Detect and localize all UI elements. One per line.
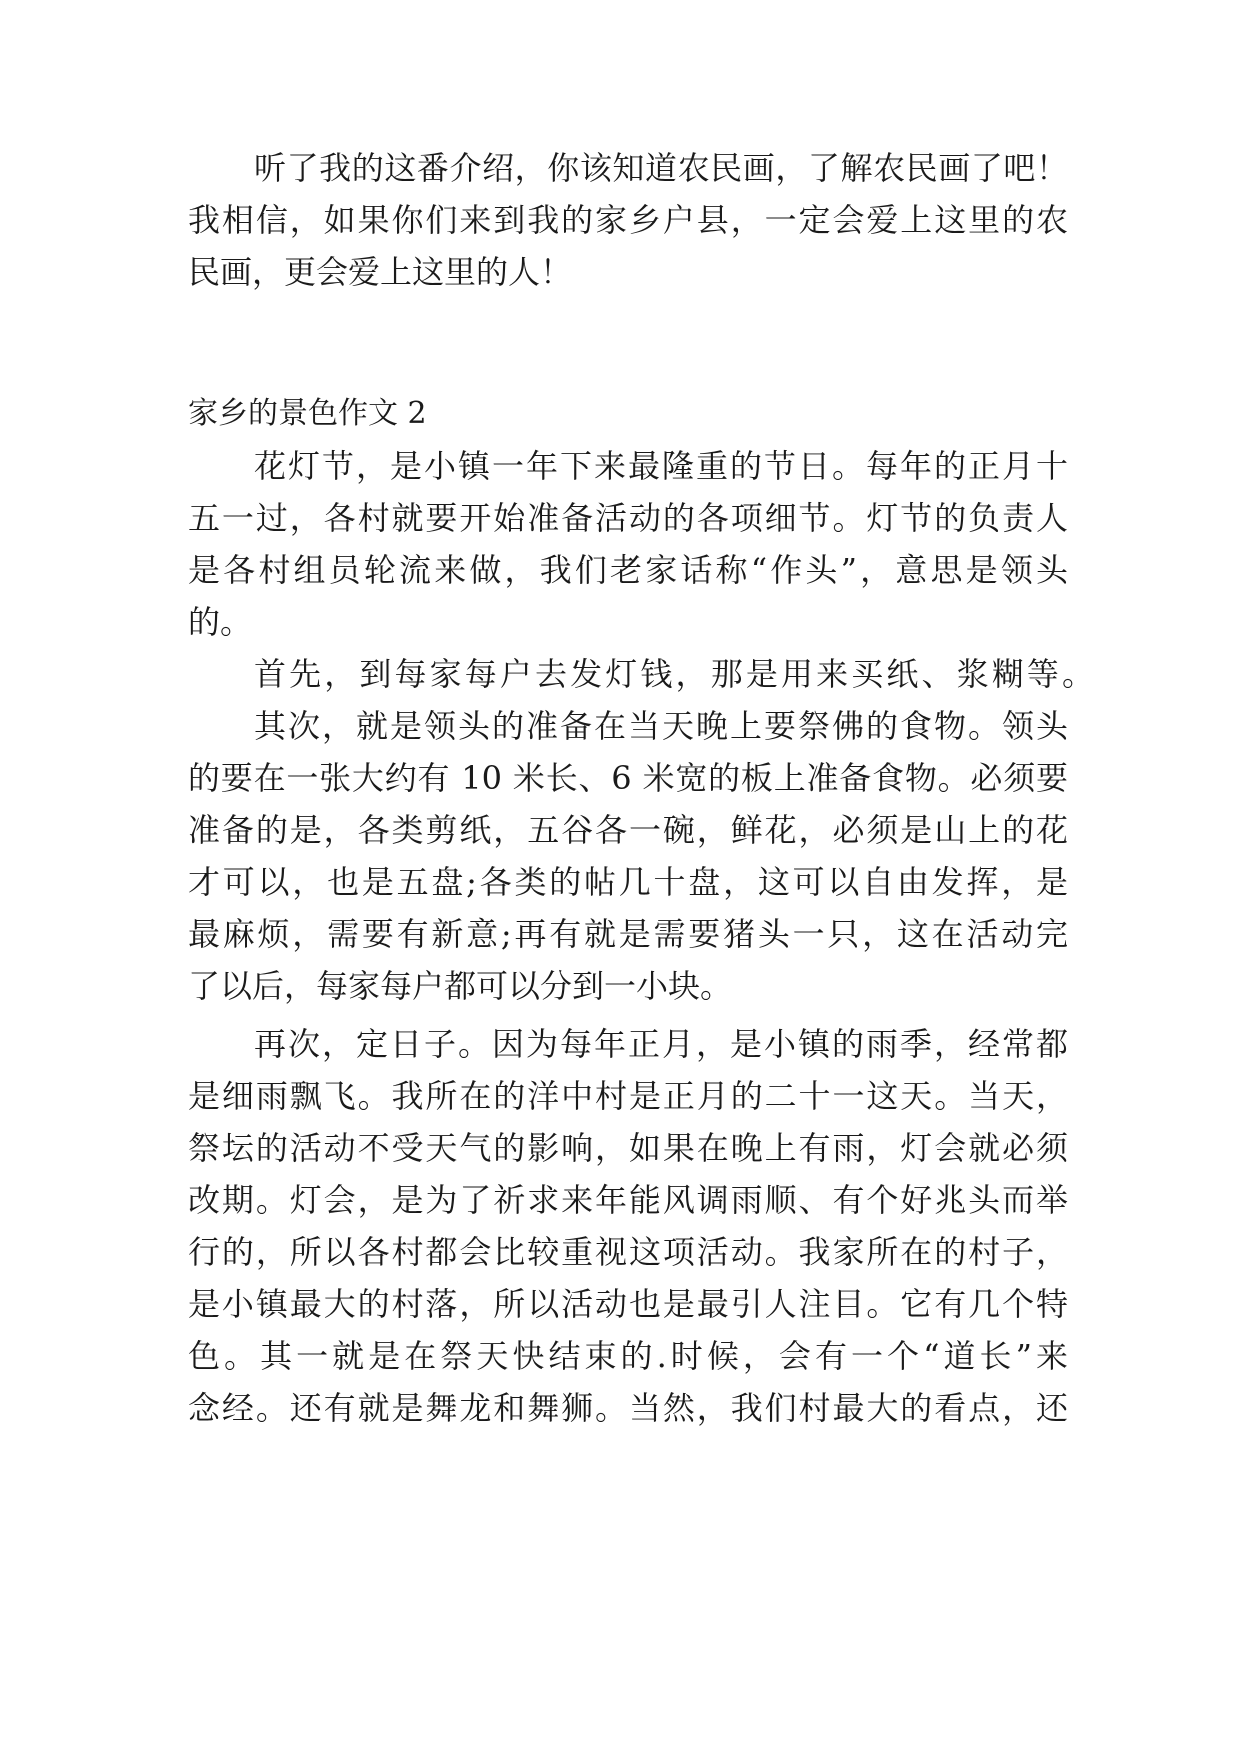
- text-line: 再次，定日子。因为每年正月，是小镇的雨季，经常都: [254, 1025, 1068, 1063]
- text-line: 是细雨飘飞。我所在的洋中村是正月的二十一这天。当天，: [188, 1077, 1068, 1115]
- text-line: 五一过，各村就要开始准备活动的各项细节。灯节的负责人: [188, 499, 1068, 537]
- text-line: 行的，所以各村都会比较重视这项活动。我家所在的村子，: [188, 1233, 1068, 1271]
- text-line: 听了我的这番介绍，你该知道农民画，了解农民画了吧！: [254, 149, 1068, 187]
- text-line: 首先，到每家每户去发灯钱，那是用来买纸、浆糊等。: [254, 655, 1094, 693]
- text-line: 祭坛的活动不受天气的影响，如果在晚上有雨，灯会就必须: [188, 1129, 1068, 1167]
- text-line: 是各村组员轮流来做，我们老家话称“作头”，意思是领头: [188, 551, 1068, 589]
- section-heading: 家乡的景色作文 2: [188, 396, 427, 431]
- text-line: 准备的是，各类剪纸，五谷各一碗，鲜花，必须是山上的花: [188, 811, 1068, 849]
- text-line: 我相信，如果你们来到我的家乡户县，一定会爱上这里的农: [188, 201, 1068, 239]
- text-line: 才可以，也是五盘;各类的帖几十盘，这可以自由发挥，是: [188, 863, 1068, 901]
- text-line: 改期。灯会，是为了祈求来年能风调雨顺、有个好兆头而举: [188, 1181, 1068, 1219]
- text-line: 是小镇最大的村落，所以活动也是最引人注目。它有几个特: [188, 1285, 1068, 1323]
- text-line: 色。其一就是在祭天快结束的.时候，会有一个“道长”来: [188, 1337, 1068, 1375]
- text-line: 了以后，每家每户都可以分到一小块。: [188, 967, 733, 1005]
- text-line: 民画，更会爱上这里的人！: [188, 253, 573, 291]
- text-line: 最麻烦，需要有新意;再有就是需要猪头一只，这在活动完: [188, 915, 1068, 953]
- text-line: 的要在一张大约有 10 米长、6 米宽的板上准备食物。必须要: [188, 759, 1068, 797]
- text-line: 的。: [188, 603, 253, 641]
- text-line: 念经。还有就是舞龙和舞狮。当然，我们村最大的看点，还: [188, 1389, 1068, 1427]
- text-line: 花灯节，是小镇一年下来最隆重的节日。每年的正月十: [254, 447, 1068, 485]
- text-line: 其次，就是领头的准备在当天晚上要祭佛的食物。领头: [254, 707, 1068, 745]
